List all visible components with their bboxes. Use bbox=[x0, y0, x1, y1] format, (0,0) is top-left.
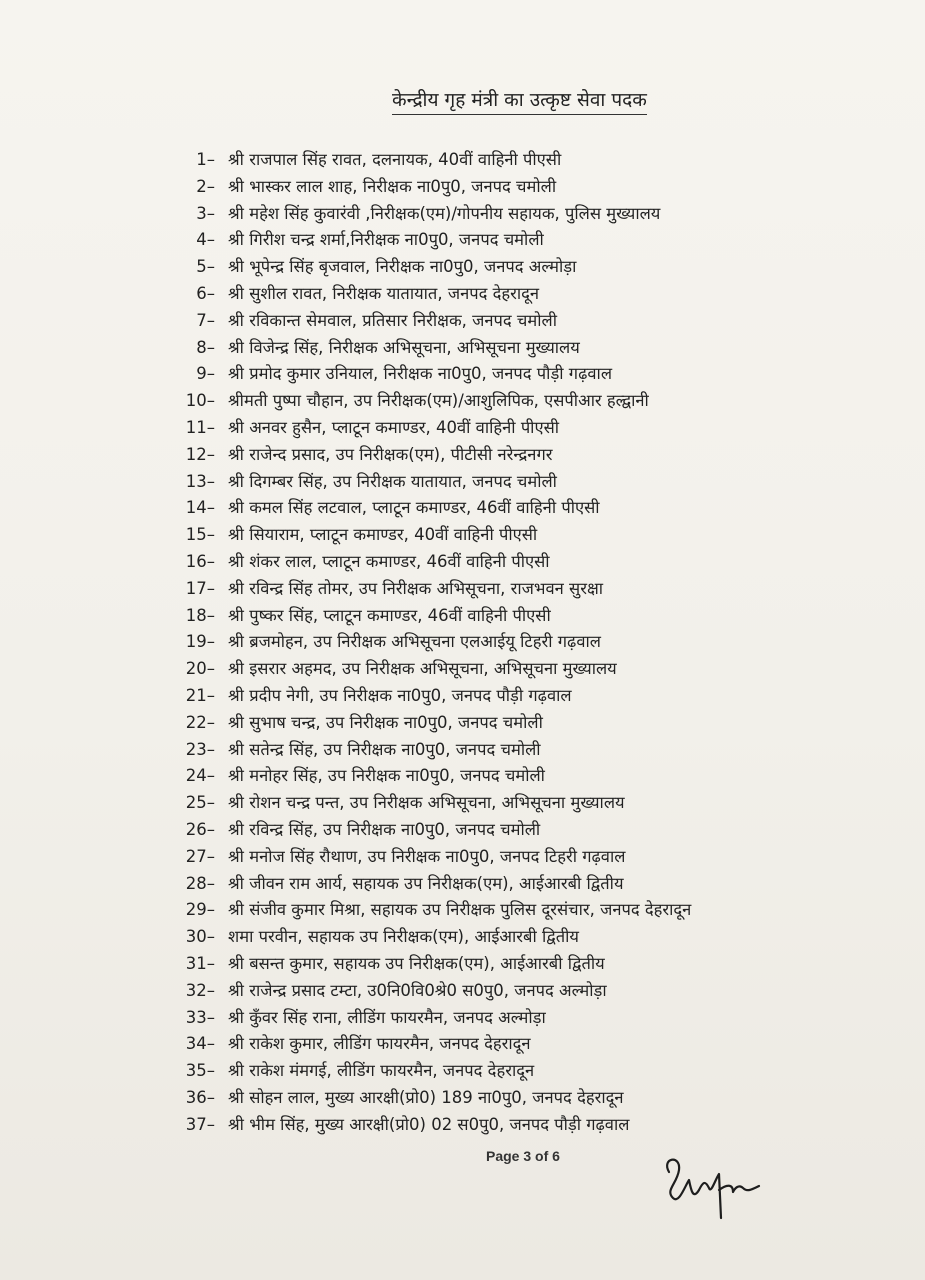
item-number: 33– bbox=[185, 1007, 215, 1027]
item-number: 8– bbox=[196, 337, 215, 357]
item-text: श्री राकेश मंमगई, लीडिंग फायरमैन, जनपद देहरादून bbox=[228, 1061, 535, 1081]
item-text: श्री विजेन्द्र सिंह, निरीक्षक अभिसूचना, अभिसूचना मुख्यालय bbox=[228, 337, 580, 357]
item-text: श्री रविन्द्र सिंह, उप निरीक्षक ना0पु0, जनपद चमोली bbox=[228, 819, 541, 839]
item-number: 22– bbox=[185, 712, 215, 732]
item-text: श्री प्रदीप नेगी, उप निरीक्षक ना0पु0, जनपद पौड़ी गढ़वाल bbox=[228, 685, 572, 705]
item-number: 25– bbox=[185, 793, 215, 813]
list-item bbox=[0, 1031, 925, 1058]
list-item bbox=[0, 1112, 925, 1139]
item-text: श्री भास्कर लाल शाह, निरीक्षक ना0पु0, जनपद चमोली bbox=[228, 176, 557, 196]
list-item bbox=[0, 710, 925, 737]
item-text: श्री भीम सिंह, मुख्य आरक्षी(प्रो0) 02 स0पु0, जनपद पौड़ी गढ़वाल bbox=[228, 1114, 630, 1134]
page-number: Page 3 of 6 bbox=[486, 1148, 560, 1164]
list-item bbox=[0, 1005, 925, 1032]
item-number: 9– bbox=[196, 364, 215, 384]
item-text: श्री अनवर हुसैन, प्लाटून कमाण्डर, 40वीं वाहिनी पीएसी bbox=[228, 417, 560, 437]
list-item bbox=[0, 335, 925, 362]
item-text: श्री ब्रजमोहन, उप निरीक्षक अभिसूचना एलआईयू टिहरी गढ़वाल bbox=[228, 632, 601, 652]
item-number: 27– bbox=[185, 846, 215, 866]
list-item bbox=[0, 576, 925, 603]
list-item bbox=[0, 201, 925, 228]
item-text: श्री पुष्कर सिंह, प्लाटून कमाण्डर, 46वीं वाहिनी पीएसी bbox=[228, 605, 551, 625]
item-number: 20– bbox=[185, 659, 215, 679]
item-text: श्री राजेन्द प्रसाद, उप निरीक्षक(एम), पीटीसी नरेन्द्रनगर bbox=[228, 444, 553, 464]
list-item bbox=[0, 522, 925, 549]
item-text: श्री शंकर लाल, प्लाटून कमाण्डर, 46वीं वाहिनी पीएसी bbox=[228, 551, 550, 571]
item-text: श्री कमल सिंह लटवाल, प्लाटून कमाण्डर, 46वीं वाहिनी पीएसी bbox=[228, 498, 600, 518]
list-item bbox=[0, 415, 925, 442]
item-number: 19– bbox=[185, 632, 215, 652]
item-text: श्री राकेश कुमार, लीडिंग फायरमैन, जनपद देहरादून bbox=[228, 1034, 531, 1054]
item-number: 35– bbox=[185, 1061, 215, 1081]
list-item bbox=[0, 656, 925, 683]
item-number: 16– bbox=[185, 551, 215, 571]
item-number: 1– bbox=[196, 150, 215, 169]
item-number: 11– bbox=[185, 417, 215, 437]
list-item bbox=[0, 683, 925, 710]
item-text: श्री भूपेन्द्र सिंह बृजवाल, निरीक्षक ना0पु0, जनपद अल्मोड़ा bbox=[228, 257, 577, 277]
item-text: श्री जीवन राम आर्य, सहायक उप निरीक्षक(एम), आईआरबी द्वितीय bbox=[228, 873, 624, 893]
item-number: 23– bbox=[185, 739, 215, 759]
item-text: श्री राजेन्द्र प्रसाद टम्टा, उ0नि0वि0श्रे0 स0पु0, जनपद अल्मोड़ा bbox=[228, 980, 607, 1000]
item-text: श्री महेश सिंह कुवारंवी ,निरीक्षक(एम)/गोपनीय सहायक, पुलिस मुख्यालय bbox=[228, 203, 661, 223]
list-item bbox=[0, 763, 925, 790]
list-item bbox=[0, 227, 925, 254]
item-text: श्री सुभाष चन्द्र, उप निरीक्षक ना0पु0, जनपद चमोली bbox=[228, 712, 543, 732]
item-text: श्री संजीव कुमार मिश्रा, सहायक उप निरीक्षक पुलिस दूरसंचार, जनपद देहरादून bbox=[228, 900, 692, 920]
item-text: श्री सुशील रावत, निरीक्षक यातायात, जनपद देहरादून bbox=[228, 283, 540, 303]
item-number: 21– bbox=[185, 685, 215, 705]
list-item bbox=[0, 1085, 925, 1112]
item-number: 4– bbox=[196, 230, 215, 250]
item-number: 31– bbox=[185, 953, 215, 973]
list-item bbox=[0, 469, 925, 496]
item-number: 17– bbox=[185, 578, 215, 598]
list-item bbox=[0, 844, 925, 871]
list-item bbox=[0, 978, 925, 1005]
item-text: श्री दिगम्बर सिंह, उप निरीक्षक यातायात, जनपद चमोली bbox=[228, 471, 557, 491]
list-item bbox=[0, 308, 925, 335]
item-number: 15– bbox=[185, 525, 215, 545]
item-number: 2– bbox=[196, 176, 215, 196]
list-item bbox=[0, 442, 925, 469]
list-item bbox=[0, 737, 925, 764]
award-list bbox=[0, 147, 925, 1138]
item-text: श्री राजपाल सिंह रावत, दलनायक, 40वीं वाहिनी पीएसी bbox=[228, 150, 562, 169]
item-number: 28– bbox=[185, 873, 215, 893]
item-text: श्री रविकान्त सेमवाल, प्रतिसार निरीक्षक, जनपद चमोली bbox=[228, 310, 558, 330]
list-item bbox=[0, 951, 925, 978]
item-text: श्री प्रमोद कुमार उनियाल, निरीक्षक ना0पु0, जनपद पौड़ी गढ़वाल bbox=[228, 364, 613, 384]
list-item bbox=[0, 254, 925, 281]
item-text: श्रीमती पुष्पा चौहान, उप निरीक्षक(एम)/आशुलिपिक, एसपीआर हल्द्वानी bbox=[228, 391, 649, 411]
list-item bbox=[0, 361, 925, 388]
item-number: 3– bbox=[196, 203, 215, 223]
item-number: 36– bbox=[185, 1087, 215, 1107]
item-number: 37– bbox=[185, 1114, 215, 1134]
list-item bbox=[0, 603, 925, 630]
item-text: श्री इसरार अहमद, उप निरीक्षक अभिसूचना, अभिसूचना मुख्यालय bbox=[228, 659, 617, 679]
item-number: 12– bbox=[185, 444, 215, 464]
list-item bbox=[0, 1058, 925, 1085]
list-item bbox=[0, 629, 925, 656]
list-item bbox=[0, 549, 925, 576]
list-item bbox=[0, 495, 925, 522]
item-text: श्री गिरीश चन्द्र शर्मा,निरीक्षक ना0पु0, जनपद चमोली bbox=[228, 230, 544, 250]
item-text: श्री रविन्द्र सिंह तोमर, उप निरीक्षक अभिसूचना, राजभवन सुरक्षा bbox=[228, 578, 604, 598]
list-item bbox=[0, 790, 925, 817]
list-item bbox=[0, 388, 925, 415]
item-text: शमा परवीन, सहायक उप निरीक्षक(एम), आईआरबी द्वितीय bbox=[228, 927, 579, 947]
item-number: 13– bbox=[185, 471, 215, 491]
handwritten-signature bbox=[655, 1150, 765, 1220]
item-number: 29– bbox=[185, 900, 215, 920]
list-item bbox=[0, 147, 925, 174]
item-number: 5– bbox=[196, 257, 215, 277]
list-item bbox=[0, 281, 925, 308]
list-item bbox=[0, 817, 925, 844]
item-number: 6– bbox=[196, 283, 215, 303]
item-text: श्री रोशन चन्द्र पन्त, उप निरीक्षक अभिसूचना, अभिसूचना मुख्यालय bbox=[228, 793, 625, 813]
item-text: श्री सतेन्द्र सिंह, उप निरीक्षक ना0पु0, जनपद चमोली bbox=[228, 739, 541, 759]
document-title: केन्द्रीय गृह मंत्री का उत्कृष्ट सेवा पदक bbox=[392, 88, 647, 115]
item-number: 18– bbox=[185, 605, 215, 625]
item-number: 7– bbox=[196, 310, 215, 330]
list-item bbox=[0, 871, 925, 898]
item-text: श्री बसन्त कुमार, सहायक उप निरीक्षक(एम), आईआरबी द्वितीय bbox=[228, 953, 605, 973]
item-number: 32– bbox=[185, 980, 215, 1000]
item-number: 30– bbox=[185, 927, 215, 947]
item-number: 26– bbox=[185, 819, 215, 839]
item-text: श्री सोहन लाल, मुख्य आरक्षी(प्रो0) 189 ना0पु0, जनपद देहरादून bbox=[228, 1087, 624, 1107]
item-number: 34– bbox=[185, 1034, 215, 1054]
list-item bbox=[0, 897, 925, 924]
item-text: श्री मनोज सिंह रौथाण, उप निरीक्षक ना0पु0, जनपद टिहरी गढ़वाल bbox=[228, 846, 626, 866]
item-text: श्री कुँवर सिंह राना, लीडिंग फायरमैन, जनपद अल्मोड़ा bbox=[228, 1007, 546, 1027]
item-number: 24– bbox=[185, 766, 215, 786]
list-item bbox=[0, 924, 925, 951]
item-text: श्री मनोहर सिंह, उप निरीक्षक ना0पु0, जनपद चमोली bbox=[228, 766, 545, 786]
item-text: श्री सियाराम, प्लाटून कमाण्डर, 40वीं वाहिनी पीएसी bbox=[228, 525, 538, 545]
list-item bbox=[0, 174, 925, 201]
item-number: 10– bbox=[185, 391, 215, 411]
item-number: 14– bbox=[185, 498, 215, 518]
